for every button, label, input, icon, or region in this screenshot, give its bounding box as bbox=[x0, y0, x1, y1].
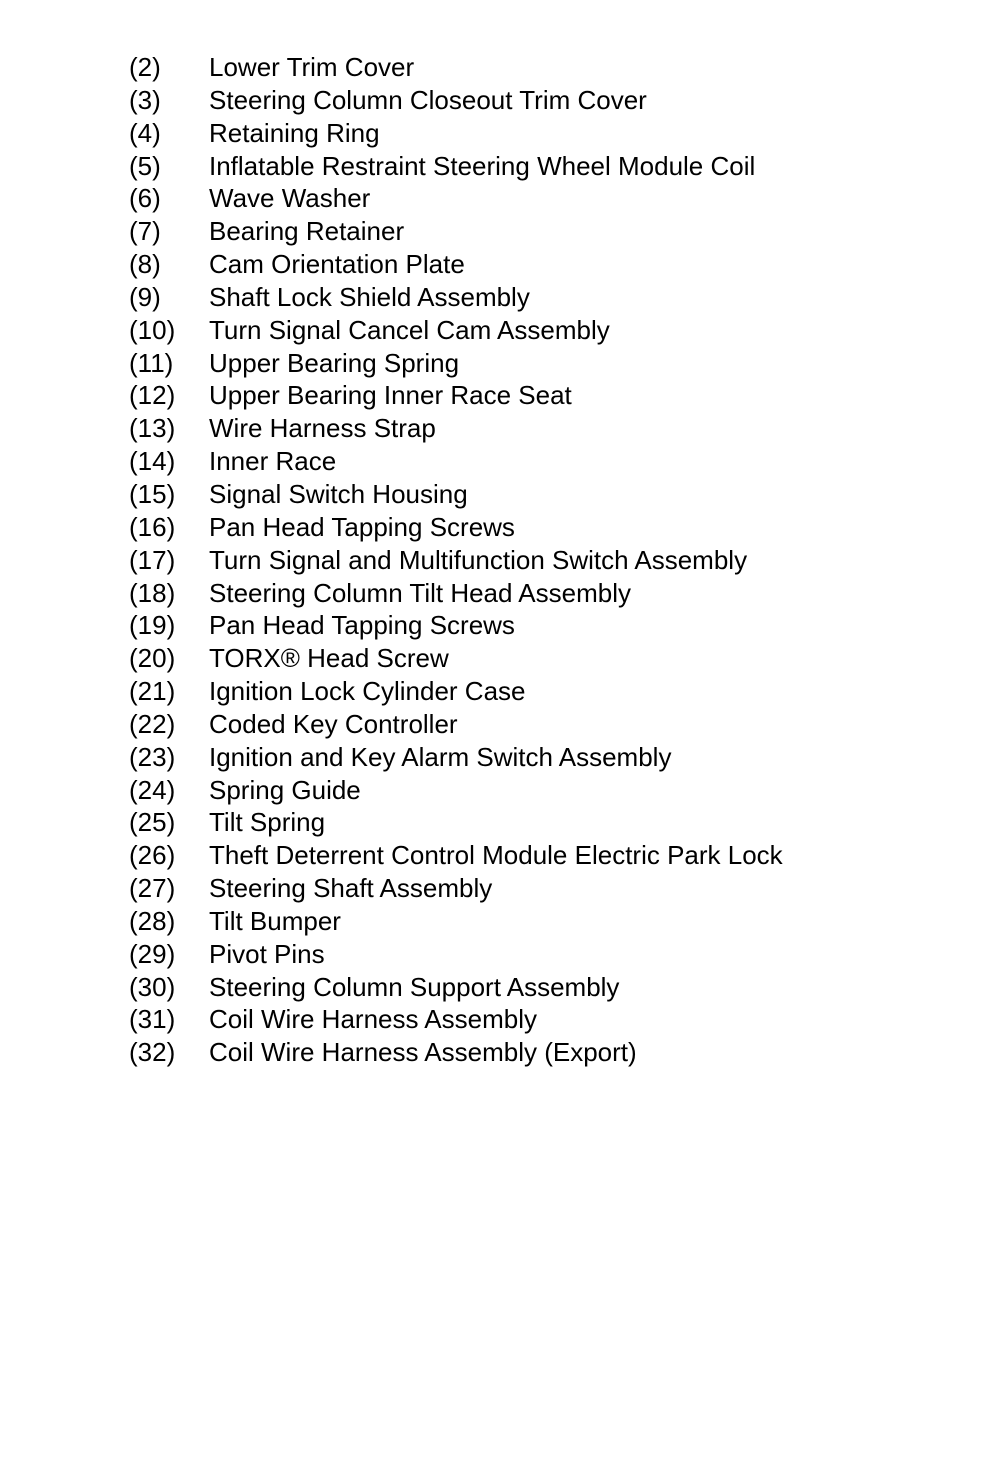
list-item bbox=[129, 774, 783, 807]
item-name: Steering Column Closeout Trim Cover bbox=[209, 84, 647, 115]
parts-list bbox=[129, 51, 783, 1069]
item-name: Turn Signal Cancel Cam Assembly bbox=[209, 314, 610, 345]
item-number: (9) bbox=[129, 281, 161, 312]
list-item bbox=[129, 741, 783, 774]
item-number: (15) bbox=[129, 478, 176, 509]
list-item bbox=[129, 806, 783, 839]
item-number: (10) bbox=[129, 314, 176, 345]
item-name: Shaft Lock Shield Assembly bbox=[209, 281, 530, 312]
item-number: (20) bbox=[129, 643, 176, 674]
item-name: Upper Bearing Spring bbox=[209, 347, 460, 378]
item-number: (32) bbox=[129, 1037, 176, 1068]
list-item bbox=[129, 215, 783, 248]
item-name: Steering Column Support Assembly bbox=[209, 971, 620, 1002]
item-number: (28) bbox=[129, 905, 176, 936]
list-item bbox=[129, 511, 783, 544]
item-name: Retaining Ring bbox=[209, 117, 380, 148]
item-number: (26) bbox=[129, 840, 176, 871]
list-item bbox=[129, 905, 783, 938]
list-item bbox=[129, 1003, 783, 1036]
item-number: (12) bbox=[129, 380, 176, 411]
item-name: Coded Key Controller bbox=[209, 708, 458, 739]
item-number: (6) bbox=[129, 183, 161, 214]
item-name: Wire Harness Strap bbox=[209, 413, 436, 444]
item-name: Steering Column Tilt Head Assembly bbox=[209, 577, 631, 608]
list-item bbox=[129, 839, 783, 872]
item-name: Ignition and Key Alarm Switch Assembly bbox=[209, 741, 672, 772]
list-item bbox=[129, 314, 783, 347]
item-name: Theft Deterrent Control Module Electric Park Lock bbox=[209, 840, 783, 871]
item-number: (21) bbox=[129, 676, 176, 707]
list-item bbox=[129, 642, 783, 675]
item-number: (14) bbox=[129, 446, 176, 477]
item-number: (22) bbox=[129, 708, 176, 739]
item-number: (24) bbox=[129, 774, 176, 805]
item-number: (25) bbox=[129, 807, 176, 838]
item-name: Lower Trim Cover bbox=[209, 52, 415, 82]
item-number: (31) bbox=[129, 1004, 176, 1035]
list-item bbox=[129, 478, 783, 511]
item-name: Spring Guide bbox=[209, 774, 361, 805]
item-number: (18) bbox=[129, 577, 176, 608]
list-item bbox=[129, 938, 783, 971]
item-name: Tilt Spring bbox=[209, 807, 326, 838]
list-item bbox=[129, 248, 783, 281]
item-name: Ignition Lock Cylinder Case bbox=[209, 676, 526, 707]
item-name: Steering Shaft Assembly bbox=[209, 873, 493, 904]
item-number: (11) bbox=[129, 347, 174, 378]
item-name: Coil Wire Harness Assembly bbox=[209, 1004, 537, 1035]
item-name: Inner Race bbox=[209, 446, 337, 477]
list-item bbox=[129, 971, 783, 1004]
item-name: Coil Wire Harness Assembly (Export) bbox=[209, 1037, 637, 1068]
list-item bbox=[129, 117, 783, 150]
item-number: (19) bbox=[129, 610, 176, 641]
item-number: (5) bbox=[129, 150, 161, 181]
item-name: Signal Switch Housing bbox=[209, 478, 468, 509]
item-number: (3) bbox=[129, 84, 161, 115]
list-item bbox=[129, 281, 783, 314]
item-name: Tilt Bumper bbox=[209, 905, 341, 936]
item-number: (17) bbox=[129, 544, 176, 575]
item-number: (23) bbox=[129, 741, 176, 772]
item-name: Cam Orientation Plate bbox=[209, 249, 465, 280]
list-item bbox=[129, 150, 783, 183]
list-item bbox=[129, 609, 783, 642]
item-number: (29) bbox=[129, 938, 176, 969]
item-name: Pan Head Tapping Screws bbox=[209, 610, 515, 641]
list-item bbox=[129, 1036, 783, 1069]
list-item bbox=[129, 412, 783, 445]
item-name: Inflatable Restraint Steering Wheel Module Coil bbox=[209, 150, 756, 181]
item-name: TORX® Head Screw bbox=[209, 643, 449, 674]
list-item bbox=[129, 577, 783, 610]
list-item bbox=[129, 347, 783, 380]
item-number: (4) bbox=[129, 117, 161, 148]
list-item bbox=[129, 379, 783, 412]
list-item bbox=[129, 445, 783, 478]
list-item bbox=[129, 84, 783, 117]
item-name: Upper Bearing Inner Race Seat bbox=[209, 380, 572, 411]
list-item bbox=[129, 51, 783, 84]
item-number: (16) bbox=[129, 511, 176, 542]
item-number: (30) bbox=[129, 971, 176, 1002]
list-item bbox=[129, 182, 783, 215]
list-item bbox=[129, 872, 783, 905]
item-number: (13) bbox=[129, 413, 176, 444]
item-number: (8) bbox=[129, 249, 161, 280]
list-item bbox=[129, 675, 783, 708]
list-item bbox=[129, 708, 783, 741]
item-name: Wave Washer bbox=[209, 183, 371, 214]
item-name: Turn Signal and Multifunction Switch Assembly bbox=[209, 544, 748, 575]
item-name: Bearing Retainer bbox=[209, 216, 405, 247]
list-item bbox=[129, 544, 783, 577]
item-number: (27) bbox=[129, 873, 176, 904]
item-number: (7) bbox=[129, 216, 161, 247]
item-number: (2) bbox=[129, 52, 161, 82]
item-name: Pivot Pins bbox=[209, 938, 325, 969]
item-name: Pan Head Tapping Screws bbox=[209, 511, 515, 542]
